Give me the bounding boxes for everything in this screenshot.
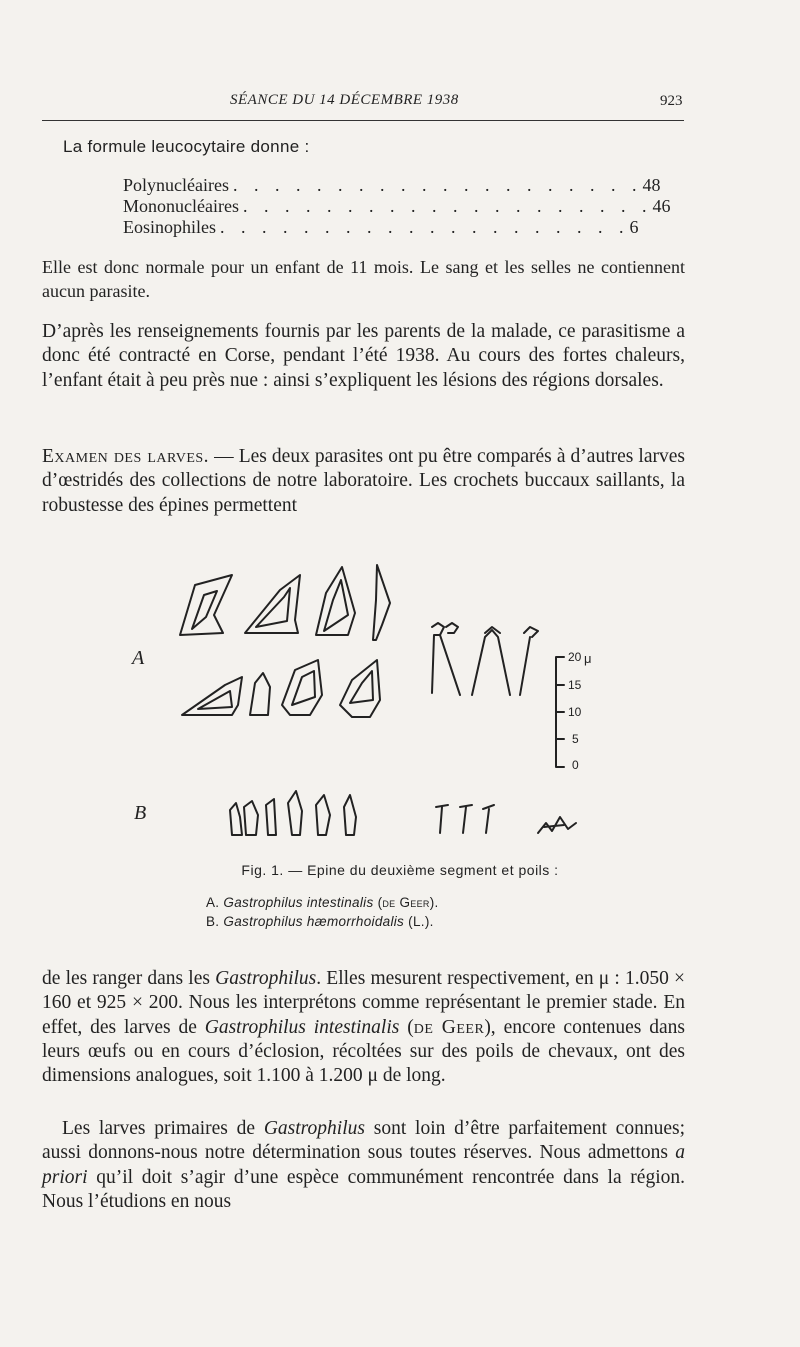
text-run: ( [399,1016,414,1038]
paragraph-larvae-exam [42,445,685,518]
leader-dots: . . . . . . . . . . . . . . . . . . . . [220,217,630,237]
text-run: . Elles mesurent respectivement, en μ : 1.050 × 160 et 925 × 200. Nous les interprétons comme représentant le premier stade. En effet, des larves de [42,968,685,1038]
legend-species: Gastrophilus hæmorrhoidalis [223,914,405,929]
formula-row [123,175,661,196]
spine-drawing [316,795,330,835]
text-run: ), encore contenues dans leurs œufs ou en cours d’éclosion, récoltées sur des poils de chevaux, ont des dimensions analogues, soit 1.100 à 1.200 μ de long. [42,1016,686,1087]
scale-unit: μ [584,651,592,666]
formula-label: Mononucléaires [123,196,239,216]
text-run: de les ranger dans les [42,968,216,989]
spine-drawing [182,677,242,715]
paragraph-origin: D’après les renseignements fournis par les parents de la malade, ce parasitisme a donc été contracté en Corse, pendant l’été 1938. Au cours des fortes chaleurs, l’enfant était à peu près nue : ainsi s’expliquent les lésions des régions dorsales. [42,321,685,391]
figure-legend-a [206,895,439,910]
scale-bar [556,657,564,767]
legend-species: Gastrophilus intestinalis [223,895,374,910]
scale-label: 20 [568,650,582,664]
legend-prefix: A. [206,895,220,910]
spine-drawing [244,801,258,835]
text-run: Les larves primaires de [62,1118,264,1139]
hair-drawing [483,805,494,833]
legend-author: (de Geer). [377,895,439,910]
figure-drawing [120,555,640,855]
legend-prefix: B. [206,914,220,929]
spine-drawing [245,575,300,633]
text-run: qu’il doit s’agir d’une espèce communément rencontrée dans la région. Nous l’étudions en nous [42,1166,685,1212]
spine-drawing [250,673,270,715]
spine-drawing [316,567,355,635]
author-name: de Geer [413,1016,485,1038]
hair-drawing [538,817,576,833]
formula-value: 46 [652,196,671,216]
paragraph-text: — Les deux parasites ont pu être comparés à d’autres larves d’œstridés des collections de notre laboratoire. Les crochets buccaux saillants, la robustesse des épines permettent [42,446,685,516]
scale-label: 5 [572,732,579,746]
page-number: 923 [660,93,683,109]
paragraph-dimensions [42,967,685,1088]
scale-label: 0 [572,758,579,772]
formula-value: 48 [642,175,661,195]
latin-phrase: a priori [42,1142,685,1188]
hair-drawing [432,623,460,695]
scale-label: 10 [568,705,582,719]
formula-value: 6 [629,217,639,237]
figure-label-a: A [132,647,145,669]
formula-row [123,196,671,217]
formula-intro: La formule leucocytaire donne : [63,137,310,156]
spine-drawing [180,575,232,635]
text-run: sont loin d’être parfaitement connues; aussi donnons-nous notre détermination sous toutes réserves. Nous admettons [42,1118,685,1164]
paragraph-primary-larvae [42,1117,685,1214]
figure-legend-b [206,914,434,929]
spine-drawing [230,803,242,835]
running-title: SÉANCE DU 14 DÉCEMBRE 1938 [230,92,459,108]
figure-label-b: B [134,802,147,824]
figure-1 [120,555,640,855]
formula-label: Polynucléaires [123,175,229,195]
header-rule [42,120,684,121]
genus-name: Gastrophilus [263,1118,365,1139]
genus-name: Gastrophilus [215,968,317,989]
figure-caption: Fig. 1. — Epine du deuxième segment et poils : [241,862,559,878]
spine-drawing [340,660,380,717]
leader-dots: . . . . . . . . . . . . . . . . . . . . [232,175,643,195]
hair-drawing [460,805,472,833]
leader-dots: . . . . . . . . . . . . . . . . . . . . [242,196,653,216]
spine-drawing [282,660,322,715]
spine-drawing [288,791,302,835]
hair-drawing [472,627,510,695]
spine-drawing [344,795,356,835]
section-heading: Examen des larves. [42,446,210,467]
spine-drawing [373,565,390,640]
hair-drawing [436,805,448,833]
scale-label: 15 [568,678,582,692]
hair-drawing [520,627,538,695]
formula-row [123,217,639,238]
legend-author: (L.). [408,914,434,929]
species-name: Gastrophilus intestinalis [204,1016,400,1038]
spine-drawing [266,799,276,835]
formula-label: Eosinophiles [123,217,216,237]
paragraph-normal-formula: Elle est donc normale pour un enfant de 11 mois. Le sang et les selles ne contiennent aucun parasite. [42,257,685,301]
